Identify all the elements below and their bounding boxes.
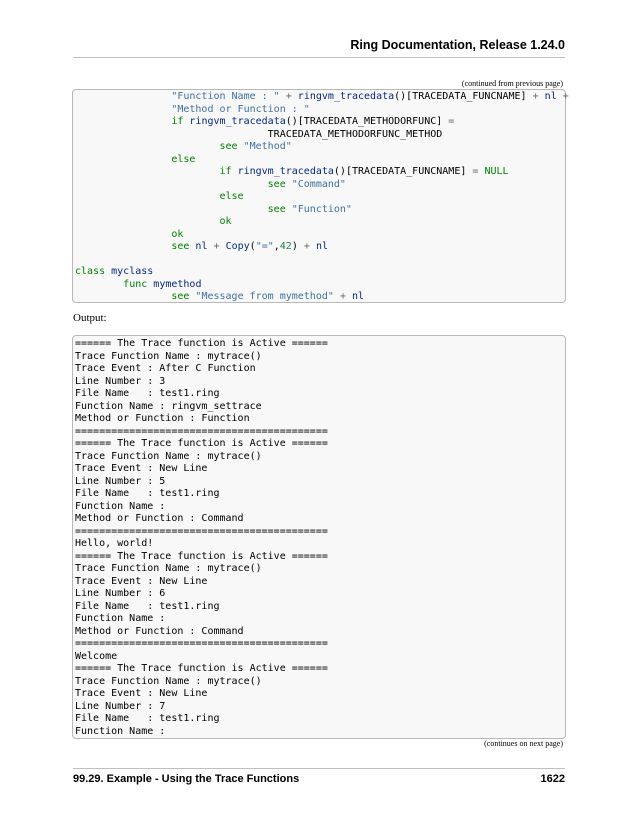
output-label: Output: — [73, 312, 107, 324]
running-footer — [73, 773, 565, 785]
code-line — [75, 229, 183, 240]
code-listing — [73, 90, 569, 304]
code-token — [75, 116, 171, 127]
code-token: myclass — [111, 266, 154, 277]
code-line — [75, 291, 364, 302]
code-line — [75, 204, 352, 215]
code-token: see — [267, 203, 286, 215]
code-token: see — [171, 241, 190, 252]
code-token: ()[TRACEDATA_FUNCNAME] — [333, 166, 473, 177]
code-token — [75, 166, 220, 177]
header-rule — [73, 57, 565, 58]
code-line — [75, 216, 232, 227]
output-line: ========================================== — [75, 638, 328, 649]
output-line: Line Number : 5 — [75, 475, 166, 487]
output-line: ====== The Trace function is Active ====== — [75, 338, 328, 349]
code-token: + — [285, 91, 292, 102]
output-line: Method or Function : Command — [75, 513, 244, 524]
code-token — [75, 141, 220, 152]
output-line: Trace Function Name : mytrace() — [75, 350, 262, 362]
output-line: Function Name : — [75, 725, 166, 737]
output-line: Function Name : ringvm_settrace — [75, 400, 262, 412]
code-token: ( — [249, 241, 256, 252]
code-token: "Command" — [291, 178, 346, 190]
code-token — [75, 104, 171, 115]
output-line: Trace Function Name : mytrace() — [75, 450, 262, 462]
output-line: File Name : test1.ring — [75, 600, 220, 612]
code-block-source — [72, 89, 569, 303]
code-token: "Message from mymethod" — [195, 291, 334, 302]
code-token: = — [472, 166, 479, 177]
output-listing — [73, 336, 565, 738]
code-token: ()[TRACEDATA_METHODORFUNC] — [285, 116, 449, 127]
output-line: Hello, world! — [75, 538, 154, 549]
code-token: "Method or Function : " — [171, 103, 310, 115]
code-token: ringvm_tracedata — [237, 166, 334, 177]
code-token — [75, 291, 171, 302]
output-line: ========================================== — [75, 425, 328, 437]
code-token: + — [562, 91, 569, 102]
code-token: nl — [315, 241, 328, 252]
code-token: see — [171, 291, 190, 302]
code-token: = — [448, 116, 455, 127]
output-line: File Name : test1.ring — [75, 388, 220, 399]
code-line — [75, 154, 195, 165]
code-token: nl — [544, 91, 557, 102]
code-token — [75, 179, 268, 190]
code-token — [75, 241, 171, 252]
output-line: File Name : test1.ring — [75, 713, 220, 724]
code-token: ok — [171, 228, 184, 240]
code-token: 42 — [279, 241, 292, 252]
output-line: Trace Event : New Line — [75, 575, 208, 587]
code-token: TRACEDATA_METHODORFUNC_METHOD — [75, 128, 443, 140]
code-token: ringvm_tracedata — [297, 91, 395, 102]
code-token — [75, 191, 220, 202]
output-line: Trace Event : New Line — [75, 463, 208, 474]
code-token: else — [171, 153, 196, 165]
code-line — [75, 166, 509, 177]
code-token: + — [213, 241, 220, 252]
output-line: Method or Function : Command — [75, 625, 244, 637]
code-token: see — [219, 141, 238, 152]
code-token: , — [273, 241, 280, 252]
code-token — [75, 204, 268, 215]
code-block-output — [72, 335, 566, 739]
output-line: Function Name : — [75, 613, 166, 624]
code-token: ok — [219, 216, 232, 227]
code-token: class — [75, 266, 106, 277]
code-token: see — [267, 178, 286, 190]
code-token: ()[TRACEDATA_FUNCNAME] — [394, 91, 533, 102]
continued-from-note: (continued from previous page) — [461, 79, 563, 88]
code-token — [75, 229, 171, 240]
output-line: ====== The Trace function is Active ====== — [75, 663, 328, 674]
output-line: Trace Event : After C Function — [75, 363, 256, 374]
page-number: 1622 — [540, 773, 565, 785]
code-token: else — [219, 191, 244, 202]
footer-rule — [73, 768, 565, 769]
code-token: if — [171, 116, 184, 127]
code-token: "Method" — [243, 141, 292, 152]
code-token: nl — [352, 291, 365, 302]
code-token: "Function" — [291, 203, 352, 215]
continues-on-note: (continues on next page) — [484, 739, 563, 748]
code-token: "Function Name : " — [171, 91, 280, 102]
output-line: ====== The Trace function is Active ====== — [75, 438, 328, 449]
code-line — [75, 104, 310, 115]
code-token: Copy — [225, 241, 250, 252]
code-token — [75, 279, 123, 290]
output-line: Trace Function Name : mytrace() — [75, 563, 262, 574]
code-line — [75, 279, 201, 290]
output-line: Line Number : 3 — [75, 375, 166, 387]
output-line: ====== The Trace function is Active ====== — [75, 550, 328, 562]
code-line — [75, 129, 442, 140]
output-line: File Name : test1.ring — [75, 488, 220, 499]
output-line: ========================================== — [75, 525, 328, 537]
code-token: ) — [291, 241, 304, 252]
running-header: Ring Documentation, Release 1.24.0 — [350, 38, 565, 52]
footer-section-title: 99.29. Example - Using the Trace Functions — [73, 773, 300, 785]
output-line: Line Number : 6 — [75, 588, 166, 599]
code-token — [75, 154, 171, 165]
code-token: func — [123, 278, 148, 290]
code-token: + — [532, 91, 539, 102]
code-token — [75, 216, 220, 227]
code-line — [75, 266, 153, 277]
code-token: mymethod — [153, 278, 202, 290]
code-token: nl — [195, 241, 208, 252]
output-line: Trace Function Name : mytrace() — [75, 675, 262, 687]
output-line: Function Name : — [75, 500, 166, 512]
code-line — [75, 241, 328, 252]
output-line: Welcome — [75, 650, 118, 662]
output-line: Method or Function : Function — [75, 413, 250, 424]
code-token: + — [303, 241, 310, 252]
code-token: ringvm_tracedata — [189, 116, 286, 127]
code-token: if — [219, 166, 232, 177]
code-line — [75, 116, 454, 127]
code-line — [75, 191, 244, 202]
code-line — [75, 91, 569, 102]
code-token: "=" — [255, 241, 274, 252]
output-line: Line Number : 7 — [75, 700, 166, 712]
code-token — [75, 91, 171, 102]
code-token: + — [339, 291, 346, 302]
output-line: Trace Event : New Line — [75, 688, 208, 699]
code-line — [75, 141, 292, 152]
code-line — [75, 179, 346, 190]
code-token: NULL — [484, 166, 509, 177]
